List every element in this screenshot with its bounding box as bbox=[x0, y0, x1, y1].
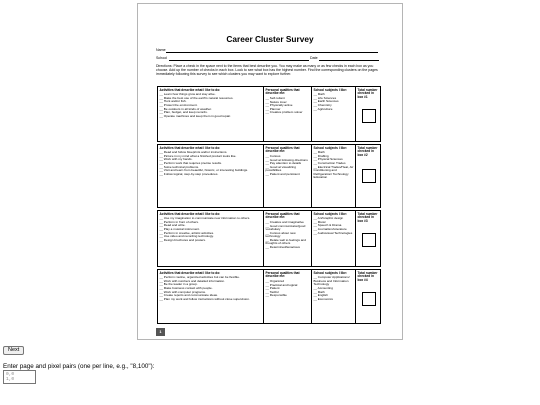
total-entry-box bbox=[362, 233, 376, 247]
survey-box-3 bbox=[157, 210, 381, 267]
total-heading: Total number checked in box #4 bbox=[357, 270, 378, 282]
name-line bbox=[166, 52, 378, 53]
activity-item: __ Make business contact with people. bbox=[159, 285, 213, 290]
total-heading: Total number checked in box #1 bbox=[357, 87, 378, 99]
subject-item: __ Computer Applications/ Business and Information Technology bbox=[313, 275, 350, 287]
quality-item: __ Patient and persistent bbox=[265, 171, 300, 176]
subject-item: __ Math bbox=[313, 150, 325, 155]
quality-item: __ Responsible bbox=[265, 293, 287, 298]
quality-item: __ Curious about new technology bbox=[265, 230, 296, 239]
activities-column bbox=[158, 145, 263, 207]
quality-item: __ Planner bbox=[265, 106, 281, 111]
total-entry-box bbox=[362, 109, 376, 123]
name-label: Name bbox=[156, 48, 166, 52]
subject-item: __ Earth Sciences bbox=[313, 99, 339, 104]
subject-item: __ Chemistry bbox=[313, 102, 332, 107]
activities-column bbox=[158, 87, 263, 141]
subjects-column bbox=[311, 87, 355, 141]
total-heading: Total number checked in box #3 bbox=[357, 211, 378, 223]
activity-item: __ Follow logical, step-by-step procedures. bbox=[159, 171, 219, 176]
activity-item: __ Work with computer programs. bbox=[159, 289, 206, 294]
quality-item: __ Creative problem solver bbox=[265, 110, 303, 115]
subject-item: __ Math bbox=[313, 289, 325, 294]
subjects-column bbox=[311, 211, 355, 266]
activities-heading: Activities that describe what I like to do: bbox=[159, 145, 221, 150]
activity-item: __ Perform in creative, artistic activities. bbox=[159, 230, 215, 235]
quality-item: __ Nature lover bbox=[265, 99, 287, 104]
subject-item: __ Accounting bbox=[313, 285, 333, 290]
activity-item: __ Hunt and/or fish. bbox=[159, 99, 187, 104]
total-column bbox=[355, 211, 382, 266]
survey-box-1 bbox=[157, 86, 381, 142]
quality-item: __ Practical and logical bbox=[265, 282, 298, 287]
subject-item: __ Music bbox=[313, 219, 326, 224]
activity-item: __ Perform routine, organized activities but can be flexible. bbox=[159, 275, 240, 280]
activity-item: __ Read and follow blueprints and/or instructions. bbox=[159, 150, 228, 155]
activity-item: __ Create reports and communicate ideas. bbox=[159, 293, 218, 298]
activity-item: __ Operate machines and keep them in good repair. bbox=[159, 113, 231, 118]
total-entry-box bbox=[362, 292, 376, 306]
activity-item: __ Read and write. bbox=[159, 223, 186, 228]
activities-column bbox=[158, 270, 263, 323]
survey-box-4 bbox=[157, 269, 381, 324]
qualities-heading: Personal qualities that describe me: bbox=[265, 270, 300, 279]
subject-item: __ Physical Sciences bbox=[313, 157, 343, 162]
subject-item: __ Math bbox=[313, 92, 325, 97]
document-page bbox=[137, 3, 403, 340]
quality-item: __ Self-reliant bbox=[265, 95, 285, 100]
survey-box-2 bbox=[157, 144, 381, 208]
activity-item: __ Be the leader in a group. bbox=[159, 282, 198, 287]
quality-item: __ Good at visualizing possibilities bbox=[265, 164, 296, 173]
activity-item: __ Solve technical problems. bbox=[159, 164, 200, 169]
activity-item: __ Play a musical instrument. bbox=[159, 226, 200, 231]
total-column bbox=[355, 87, 382, 141]
next-button[interactable]: Next bbox=[3, 346, 24, 355]
subject-item: __ English bbox=[313, 293, 328, 298]
total-column bbox=[355, 270, 382, 323]
quality-item: __ Determined/tenacious bbox=[265, 245, 300, 250]
activity-item: __ Work with my hands. bbox=[159, 157, 193, 162]
quality-item: __ Tactful bbox=[265, 289, 279, 294]
activities-heading: Activities that describe what I like to do: bbox=[159, 87, 221, 92]
activity-item: __ Design brochures and posters. bbox=[159, 237, 206, 242]
directions-text: Directions: Place a check in the space next to the items that best describe you. You may make as many or as few checks in each box as you choose. Add up the number of checks in each box. Look to see what box has the highest number. Find the corresponding clusters on the pages immediately following this survey to see which clusters you may want to explore further. bbox=[156, 64, 378, 77]
activity-item: __ Learn how things grow and stay alive. bbox=[159, 92, 216, 97]
page-number: 1 bbox=[156, 328, 165, 336]
qualities-column bbox=[263, 145, 311, 207]
subject-item: __ Drafting bbox=[313, 153, 329, 158]
quality-item: __ Physically active bbox=[265, 103, 293, 108]
total-heading: Total number checked in box #2 bbox=[357, 145, 378, 157]
activities-heading: Activities that describe what I like to do: bbox=[159, 211, 221, 216]
activity-item: __ Perform in front of others. bbox=[159, 219, 199, 224]
subject-item: __ Speech & Drama bbox=[313, 223, 342, 228]
quality-item: __ Organized bbox=[265, 278, 285, 283]
activity-item: __ Make the best use of the earth's natural resources. bbox=[159, 95, 234, 100]
coords-input[interactable] bbox=[3, 370, 36, 384]
activity-item: __ Visit and learn from beautiful, historic, or interesting buildings. bbox=[159, 168, 249, 173]
activity-item: __ Work with numbers and detailed information. bbox=[159, 278, 225, 283]
quality-item: __ Pay attention to details bbox=[265, 161, 302, 166]
subjects-column bbox=[311, 270, 355, 323]
total-entry-box bbox=[362, 169, 376, 183]
qualities-column bbox=[263, 211, 311, 266]
quality-item: __ Patient bbox=[265, 286, 280, 291]
document-title: Career Cluster Survey bbox=[226, 34, 314, 44]
date-label: Date bbox=[310, 56, 318, 60]
quality-item: __ Good communicator/good vocabulary bbox=[265, 223, 306, 232]
coords-prompt: Enter page and pixel pairs (one per line, e.g., "8,100"): bbox=[3, 363, 155, 370]
subject-item: __ Journalism/Literature bbox=[313, 226, 347, 231]
activity-item: __ Plan, budget, and keep records. bbox=[159, 110, 208, 115]
activity-item: __ Use my imagination to communicate new information to others. bbox=[159, 216, 251, 221]
subjects-heading: School subjects I like: bbox=[313, 87, 347, 92]
activities-column bbox=[158, 211, 263, 266]
qualities-column bbox=[263, 87, 311, 141]
subjects-heading: School subjects I like: bbox=[313, 270, 347, 275]
subject-item: __ Life Sciences bbox=[313, 95, 337, 100]
subject-item: __ Construction Trades bbox=[313, 160, 346, 165]
quality-item: __ Good at following directions bbox=[265, 157, 308, 162]
qualities-heading: Personal qualities that describe me: bbox=[265, 211, 300, 220]
subject-item: __ Electrical Trades/Heat, Air Conditioning and Refrigeration/ Technology Education bbox=[313, 164, 354, 180]
quality-item: __ Relate well to feelings and thoughts of others bbox=[265, 237, 306, 246]
activity-item: __ Protect the environment. bbox=[159, 102, 198, 107]
qualities-heading: Personal qualities that describe me: bbox=[265, 87, 300, 96]
quality-item: __ Creative and imaginative bbox=[265, 219, 304, 224]
school-line bbox=[169, 60, 309, 61]
date-line bbox=[319, 60, 379, 61]
activity-item: __ Be outdoors in all kinds of weather. bbox=[159, 106, 212, 111]
subject-item: __ Art/Graphic design bbox=[313, 216, 344, 221]
quality-item: __ Curious bbox=[265, 153, 281, 158]
total-column bbox=[355, 145, 382, 207]
qualities-column bbox=[263, 270, 311, 323]
subject-item: __ Agriculture bbox=[313, 106, 333, 111]
qualities-heading: Personal qualities that describe me: bbox=[265, 145, 300, 154]
subjects-heading: School subjects I like: bbox=[313, 145, 347, 150]
activity-item: __ Plan my work and follow instructions without close supervision. bbox=[159, 296, 250, 301]
activity-item: __ Perform work that requires precise results. bbox=[159, 160, 222, 165]
activities-heading: Activities that describe what I like to do: bbox=[159, 270, 221, 275]
subject-item: __ Audiovisual Technologies bbox=[313, 230, 353, 235]
activity-item: __ Picture in my mind what a finished product looks like. bbox=[159, 153, 237, 158]
subjects-column bbox=[311, 145, 355, 207]
subjects-heading: School subjects I like: bbox=[313, 211, 347, 216]
subject-item: __ Economics bbox=[313, 296, 333, 301]
activity-item: __ Use video and recording technology. bbox=[159, 234, 214, 239]
school-label: School bbox=[156, 56, 167, 60]
